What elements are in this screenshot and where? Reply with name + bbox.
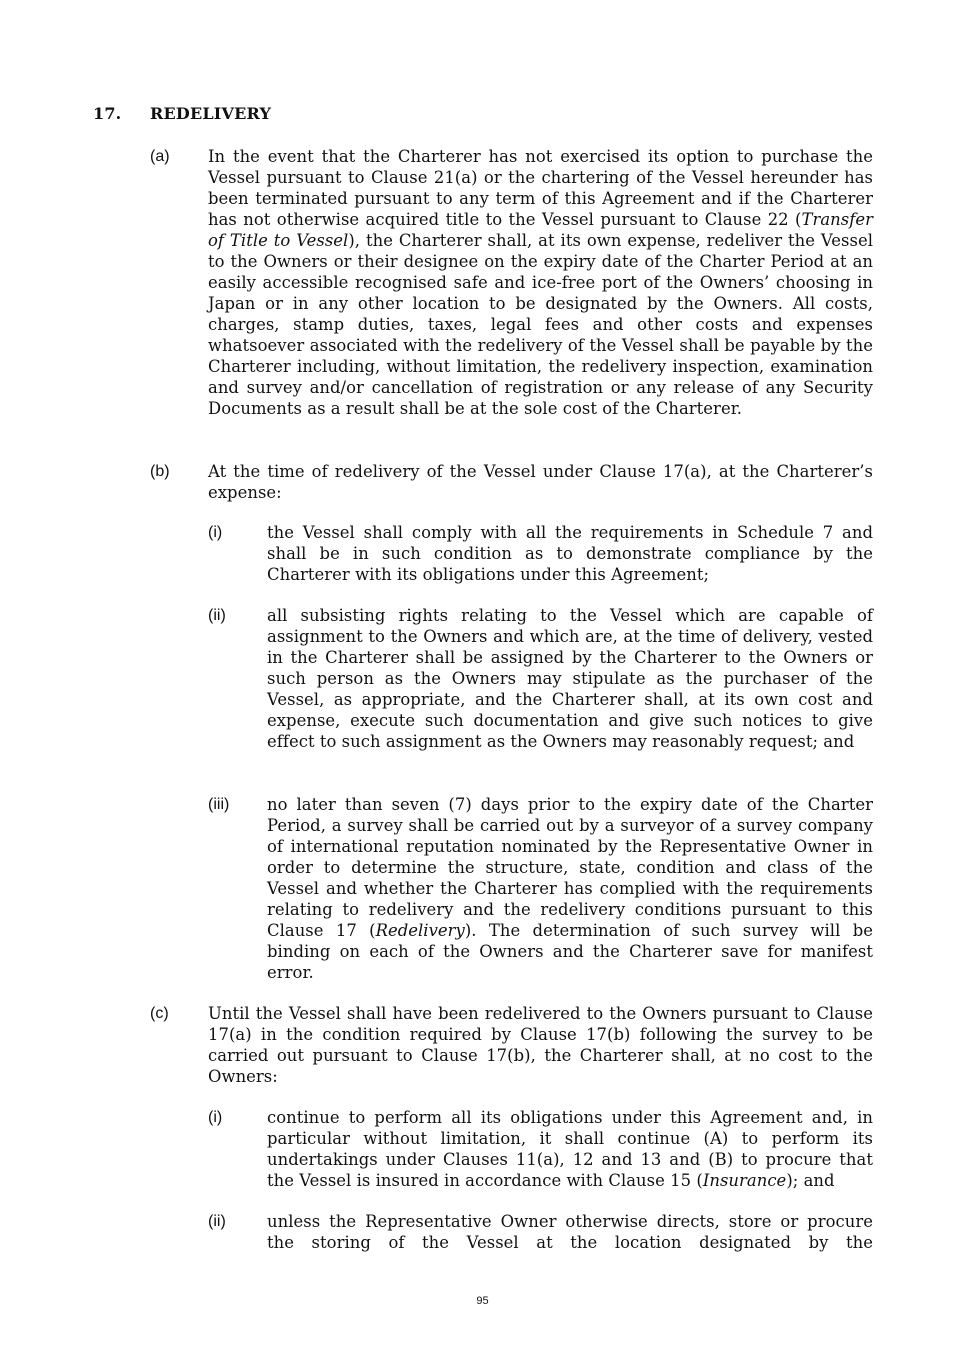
paragraph-b-ii [150, 605, 873, 752]
paragraph-b-i [150, 522, 873, 585]
sub-item [208, 794, 873, 983]
sub-item-label: (iii) [208, 796, 230, 813]
sub-item-text: no later than seven (7) days prior to the expiry date of the Charter Period, a survey shall be carried out by a surveyor of a survey company of international reputation nominated by the Representative Owner in order to determine the structure, state, condition and class of the Vessel and whether the Charterer has complied with the requirements relating to redelivery and the redelivery conditions pursuant to this Clause 17 (Redelivery). The determination of such survey will be binding on each of the Owners and the Charterer save for manifest error. [267, 795, 873, 982]
paragraph-label: (c) [150, 1005, 169, 1022]
sub-item-text: unless the Representative Owner otherwise directs, store or procure the storing of the Vessel at the location designated by the [267, 1212, 873, 1252]
paragraph-c-ii [150, 1211, 873, 1253]
paragraph-b [150, 461, 873, 503]
paragraph-text: At the time of redelivery of the Vessel under Clause 17(a), at the Charterer’s expense: [208, 462, 873, 502]
paragraph-label: (a) [150, 148, 170, 165]
paragraph-a [150, 146, 873, 419]
sub-item [208, 522, 873, 585]
sub-item-label: (ii) [208, 1213, 226, 1230]
clause-heading [93, 104, 271, 123]
sub-item [208, 1211, 873, 1253]
sub-item-text: the Vessel shall comply with all the requirements in Schedule 7 and shall be in such condition as to demonstrate compliance by the Charterer with its obligations under this Agreement; [267, 523, 873, 584]
sub-item-text: all subsisting rights relating to the Vessel which are capable of assignment to the Owners and which are, at the time of delivery, vested in the Charterer shall be assigned by the Charterer to the Owners or such person as the Owners may stipulate as the purchaser of the Vessel, as appropriate, and the Charterer shall, at its own cost and expense, execute such documentation and give such notices to give effect to such assignment as the Owners may reasonably request; and [267, 606, 873, 751]
paragraph-c-i [150, 1107, 873, 1191]
sub-item-label: (ii) [208, 607, 226, 624]
sub-item [208, 605, 873, 752]
clause-title: REDELIVERY [150, 104, 272, 123]
sub-item-text: continue to perform all its obligations under this Agreement and, in particular without limitation, it shall continue (A) to perform its undertakings under Clauses 11(a), 12 and 13 and (B) to procure that the Vessel is insured in accordance with Clause 15 (Insurance); and [267, 1108, 873, 1190]
clause-number: 17. [93, 104, 122, 123]
paragraph-text: In the event that the Charterer has not exercised its option to purchase the Vessel pursuant to Clause 21(a) or the chartering of the Vessel hereunder has been terminated pursuant to any term of this Agreement and if the Charterer has not otherwise acquired title to the Vessel pursuant to Clause 22 (Transfer of Title to Vessel), the Charterer shall, at its own expense, redeliver the Vessel to the Owners or their designee on the expiry date of the Charter Period at an easily accessible recognised safe and ice-free port of the Owners’ choosing in Japan or in any other location to be designated by the Owners. All costs, charges, stamp duties, taxes, legal fees and other costs and expenses whatsoever associated with the redelivery of the Vessel shall be payable by the Charterer including, without limitation, the redelivery inspection, examination and survey and/or cancellation of registration or any release of any Security Documents as a result shall be at the sole cost of the Charterer. [208, 147, 873, 418]
sub-item [208, 1107, 873, 1191]
page-number: 95 [476, 1295, 489, 1307]
paragraph-text: Until the Vessel shall have been redelivered to the Owners pursuant to Clause 17(a) in the condition required by Clause 17(b) following the survey to be carried out pursuant to Clause 17(b), the Charterer shall, at no cost to the Owners: [208, 1004, 873, 1086]
paragraph-label: (b) [150, 463, 170, 480]
sub-item-label: (i) [208, 1109, 223, 1126]
paragraph-c [150, 1003, 873, 1087]
paragraph-b-iii [150, 794, 873, 983]
sub-item-label: (i) [208, 524, 223, 541]
